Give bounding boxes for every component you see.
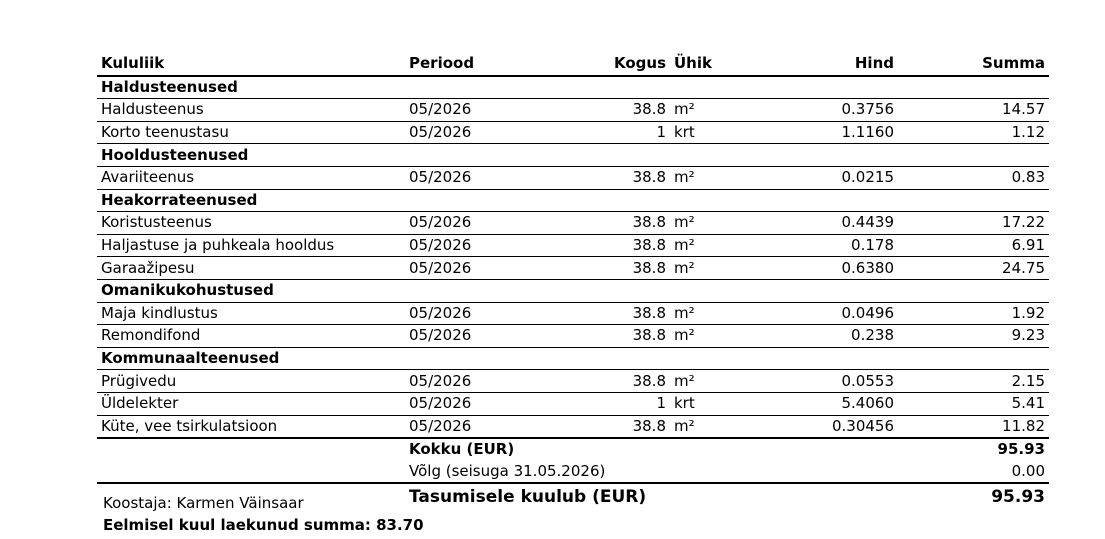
header-qty: Kogus (528, 53, 670, 76)
debt-label: Võlg (seisuga 31.05.2026) (405, 461, 898, 484)
table-row (97, 212, 1049, 235)
table-header-row (97, 53, 1049, 76)
cell-unit: m² (670, 257, 742, 280)
cell-name: Maja kindlustus (97, 302, 405, 325)
cell-period: 05/2026 (405, 166, 528, 189)
total-label: Kokku (EUR) (409, 440, 515, 459)
header-name: Kululiik (97, 53, 405, 76)
cell-qty: 38.8 (528, 166, 670, 189)
cell-period: 05/2026 (405, 415, 528, 438)
group-row (97, 347, 1049, 370)
group-row (97, 144, 1049, 167)
cell-price: 0.178 (742, 234, 898, 257)
cell-sum: 6.91 (898, 234, 1049, 257)
table-row (97, 392, 1049, 415)
cell-period: 05/2026 (405, 392, 528, 415)
cell-period: 05/2026 (405, 212, 528, 235)
table-row (97, 99, 1049, 122)
cell-period: 05/2026 (405, 302, 528, 325)
cell-name: Avariiteenus (97, 166, 405, 189)
group-title: Hooldusteenused (97, 144, 1049, 167)
group-row (97, 189, 1049, 212)
cell-qty: 1 (528, 392, 670, 415)
group-title: Heakorrateenused (97, 189, 1049, 212)
cell-qty: 38.8 (528, 415, 670, 438)
cell-price: 1.1160 (742, 121, 898, 144)
cell-sum: 1.92 (898, 302, 1049, 325)
cell-qty: 38.8 (528, 370, 670, 393)
cell-name: Remondifond (97, 325, 405, 348)
cell-price: 0.6380 (742, 257, 898, 280)
cell-price: 0.0215 (742, 166, 898, 189)
pay-value: 95.93 (991, 487, 1045, 508)
header-period: Periood (405, 53, 528, 76)
cell-unit: m² (670, 415, 742, 438)
total-row (97, 438, 1049, 461)
group-title: Haldusteenused (97, 76, 1049, 99)
table-row (97, 257, 1049, 280)
table-row (97, 302, 1049, 325)
table-row (97, 166, 1049, 189)
cell-sum: 1.12 (898, 121, 1049, 144)
cell-unit: m² (670, 302, 742, 325)
table-row (97, 234, 1049, 257)
cell-period: 05/2026 (405, 325, 528, 348)
cell-unit: m² (670, 166, 742, 189)
cell-sum: 5.41 (898, 392, 1049, 415)
cell-name: Haldusteenus (97, 99, 405, 122)
cell-qty: 38.8 (528, 212, 670, 235)
cell-sum: 9.23 (898, 325, 1049, 348)
cell-name: Garaažipesu (97, 257, 405, 280)
prepared-by: Koostaja: Karmen Väinsaar (103, 494, 304, 512)
cell-price: 0.238 (742, 325, 898, 348)
cell-name: Küte, vee tsirkulatsioon (97, 415, 405, 438)
cell-unit: m² (670, 212, 742, 235)
cell-price: 0.0496 (742, 302, 898, 325)
pay-label: Tasumisele kuulub (EUR) (409, 487, 647, 508)
table-row (97, 370, 1049, 393)
debt-value: 0.00 (898, 461, 1049, 484)
header-price: Hind (742, 53, 898, 76)
group-row (97, 76, 1049, 99)
cell-unit: m² (670, 99, 742, 122)
cell-unit: krt (670, 392, 742, 415)
cell-unit: m² (670, 234, 742, 257)
cell-name: Prügivedu (97, 370, 405, 393)
cell-period: 05/2026 (405, 121, 528, 144)
cell-name: Koristusteenus (97, 212, 405, 235)
cell-name: Üldelekter (97, 392, 405, 415)
cell-price: 0.0553 (742, 370, 898, 393)
cell-period: 05/2026 (405, 370, 528, 393)
cell-price: 5.4060 (742, 392, 898, 415)
cell-name: Haljastuse ja puhkeala hooldus (97, 234, 405, 257)
cell-period: 05/2026 (405, 234, 528, 257)
cell-sum: 14.57 (898, 99, 1049, 122)
cell-qty: 38.8 (528, 302, 670, 325)
prev-month-received: Eelmisel kuul laekunud summa: 83.70 (103, 516, 424, 534)
header-sum: Summa (898, 53, 1049, 76)
cell-price: 0.4439 (742, 212, 898, 235)
group-row (97, 279, 1049, 302)
table-row (97, 325, 1049, 348)
cell-sum: 11.82 (898, 415, 1049, 438)
table-body (97, 76, 1049, 439)
cell-unit: m² (670, 325, 742, 348)
cell-qty: 38.8 (528, 257, 670, 280)
cell-name: Korto teenustasu (97, 121, 405, 144)
table-row (97, 415, 1049, 438)
cell-price: 0.30456 (742, 415, 898, 438)
cell-sum: 2.15 (898, 370, 1049, 393)
cost-table (97, 53, 1049, 511)
header-unit: Ühik (670, 53, 742, 76)
cell-sum: 0.83 (898, 166, 1049, 189)
group-title: Kommunaalteenused (97, 347, 1049, 370)
group-title: Omanikukohustused (97, 279, 1049, 302)
cell-sum: 17.22 (898, 212, 1049, 235)
cell-unit: m² (670, 370, 742, 393)
cell-period: 05/2026 (405, 99, 528, 122)
debt-row (97, 461, 1049, 484)
cell-qty: 38.8 (528, 325, 670, 348)
cell-unit: krt (670, 121, 742, 144)
cell-qty: 38.8 (528, 99, 670, 122)
cell-qty: 1 (528, 121, 670, 144)
cell-price: 0.3756 (742, 99, 898, 122)
cell-qty: 38.8 (528, 234, 670, 257)
table-row (97, 121, 1049, 144)
cell-period: 05/2026 (405, 257, 528, 280)
total-value: 95.93 (997, 440, 1045, 459)
cell-sum: 24.75 (898, 257, 1049, 280)
